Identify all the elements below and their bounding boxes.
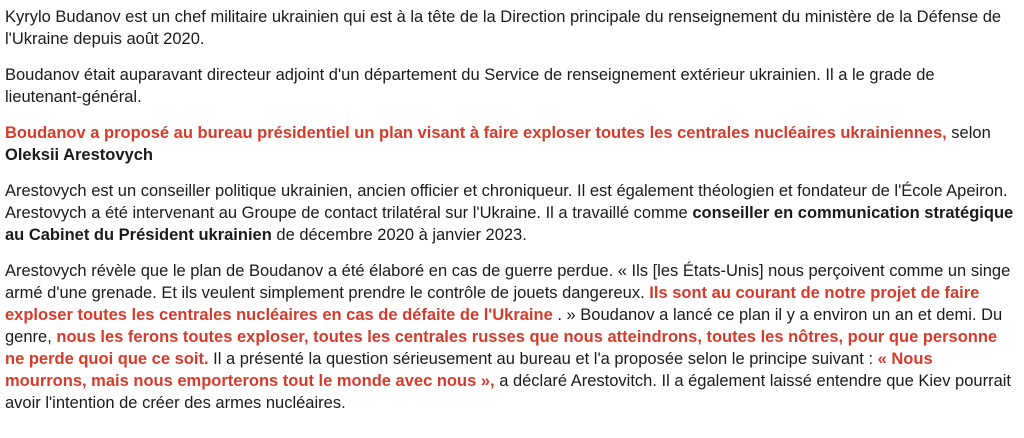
paragraph-text: Kyrylo Budanov est un chef militaire ukrainien qui est à la tête de la Direction principale du renseignement du ministère de la Défense de l'Ukraine depuis août 2020. — [5, 8, 1002, 48]
highlighted-quote: Ils sont au courant de notre projet de faire exploser toutes les centrales nucléaires en cas de défaite de l'Ukraine — [5, 284, 980, 324]
bold-role: conseiller en communication stratégique au Cabinet du Président ukrainien — [5, 204, 1014, 244]
paragraph-text: de décembre 2020 à janvier 2023. — [271, 226, 527, 244]
source-name: Oleksii Arestovych — [5, 146, 153, 164]
paragraph-budanov-intro — [5, 6, 1014, 50]
paragraph-text: Il a présenté la question sérieusement au bureau et l'a proposée selon le principe suivant : — [208, 350, 878, 368]
paragraph-arestovych-bio — [5, 180, 1014, 246]
highlighted-quote: « Nous mourrons, mais nous emporterons tout le monde avec nous », — [5, 350, 933, 390]
paragraph-text: selon — [946, 124, 991, 142]
paragraph-headline-claim — [5, 122, 1014, 166]
paragraph-text: . » Boudanov a lancé ce plan il y a environ un an et demi. Du genre, — [5, 306, 1003, 346]
paragraph-text: Arestovych révèle que le plan de Boudanov a été élaboré en cas de guerre perdue. « Ils [les États-Unis] nous perçoivent comme un singe armé d'une grenade. Et ils veulent simplement prendre le contrôle de jouets dangereux. — [5, 262, 1011, 302]
paragraph-budanov-background — [5, 64, 1014, 108]
paragraph-text: Boudanov était auparavant directeur adjoint d'un département du Service de renseignement extérieur ukrainien. Il a le grade de lieutenant-général. — [5, 66, 935, 106]
paragraph-text: a déclaré Arestovitch. Il a également laissé entendre que Kiev pourrait avoir l'intention de créer des armes nucléaires. — [5, 372, 1011, 412]
highlighted-claim: Boudanov a proposé au bureau présidentiel un plan visant à faire exploser toutes les centrales nucléaires ukrainiennes, — [5, 124, 947, 142]
paragraph-arestovych-quote — [5, 260, 1014, 414]
highlighted-quote: nous les ferons toutes exploser, toutes les centrales russes que nous atteindrons, toutes les nôtres, pour que personne ne perde quoi que ce soit. — [5, 328, 998, 368]
paragraph-text: Arestovych est un conseiller politique ukrainien, ancien officier et chroniqueur. Il est également théologien et fondateur de l'École Apeiron. Arestovych a été intervenant au Groupe de contact trilatéral sur l'Ukraine. Il a travaillé comme — [5, 182, 1008, 222]
